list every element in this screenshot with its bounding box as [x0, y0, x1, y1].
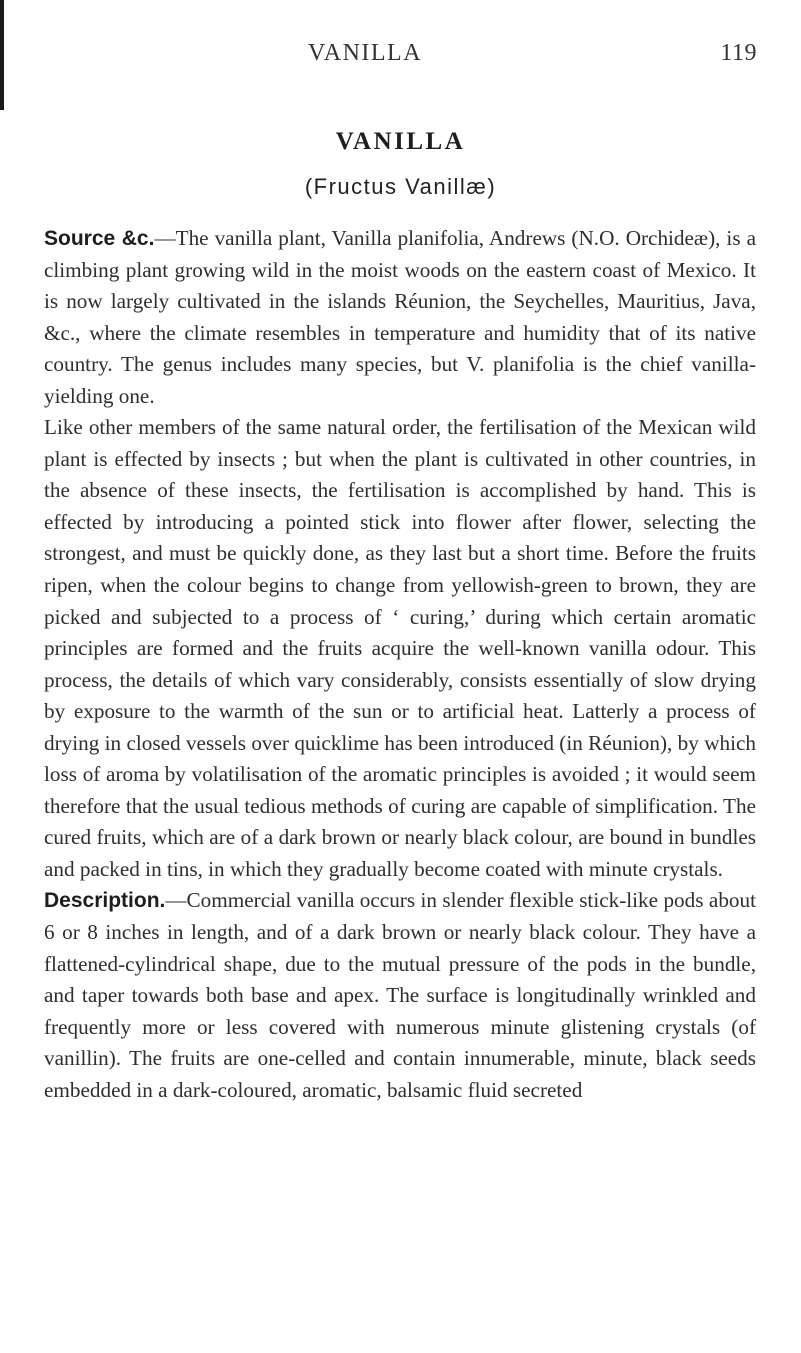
page-edge-shadow: [0, 0, 4, 110]
paragraph-text: Like other members of the same natural order, the fertilisation of the Mexican wild plant is effected by insects ; but when the plant is cultivated in other countries, in the absence of these insects, the fertilisation is accomplished by hand. This is effected by introducing a pointed stick into flower after flower, selecting the strongest, and must be quickly done, as they last but a short time. Before the fruits ripen, when the colour begins to change from yellowish-green to brown, they are picked and subjected to a process of ‘ curing,’ during which certain aromatic principles are formed and the fruits acquire the well-known vanilla odour. This process, the details of which vary considerably, consists essentially of slow drying by exposure to the warmth of the sun or to artificial heat. Latterly a process of drying in closed vessels over quicklime has been introduced (in Réunion), by which loss of aroma by volatilisation of the aromatic principles is avoided ; it would seem therefore that the usual tedious methods of curing are capable of simplification. The cured fruits, which are of a dark brown or nearly black colour, are bound in bundles and packed in tins, in which they gradually become coated with minute crystals.: [44, 415, 756, 881]
paragraph-text: —The vanilla plant, Vanilla planifolia, Andrews (N.O. Orchideæ), is a climbing plant growing wild in the moist woods on the eastern coast of Mexico. It is now largely cultivated in the islands Réunion, the Seychelles, Mauritius, Java, &c., where the climate resembles in temperature and humidity that of its native country. The genus includes many species, but V. planifolia is the chief vanilla-yielding one.: [44, 226, 756, 408]
page-number: 119: [720, 40, 757, 66]
paragraph-text: —Commercial vanilla occurs in slender flexible stick-like pods about 6 or 8 inches in length, and of a dark brown or nearly black colour. They have a flattened-cylindrical shape, due to the mutual pressure of the pods in the bundle, and taper towards both base and apex. The surface is longitudinally wrinkled and frequently more or less covered with numerous minute glistening crystals (of vanillin). The fruits are one-celled and contain innumerable, minute, black seeds embedded in a dark-coloured, aromatic, balsamic fluid secreted: [44, 888, 756, 1102]
paragraph-fertilisation: [44, 412, 756, 885]
section-subtitle: (Fructus Vanillæ): [304, 174, 497, 199]
running-head-title: VANILLA: [308, 40, 423, 66]
paragraph-source: [44, 223, 756, 412]
paragraph-lead-description: Description.: [44, 889, 166, 913]
paragraph-lead-source: Source &c.: [44, 227, 155, 250]
paragraph-description: [44, 885, 756, 1106]
section-title: VANILLA: [335, 128, 466, 155]
body-text: [44, 223, 756, 1106]
